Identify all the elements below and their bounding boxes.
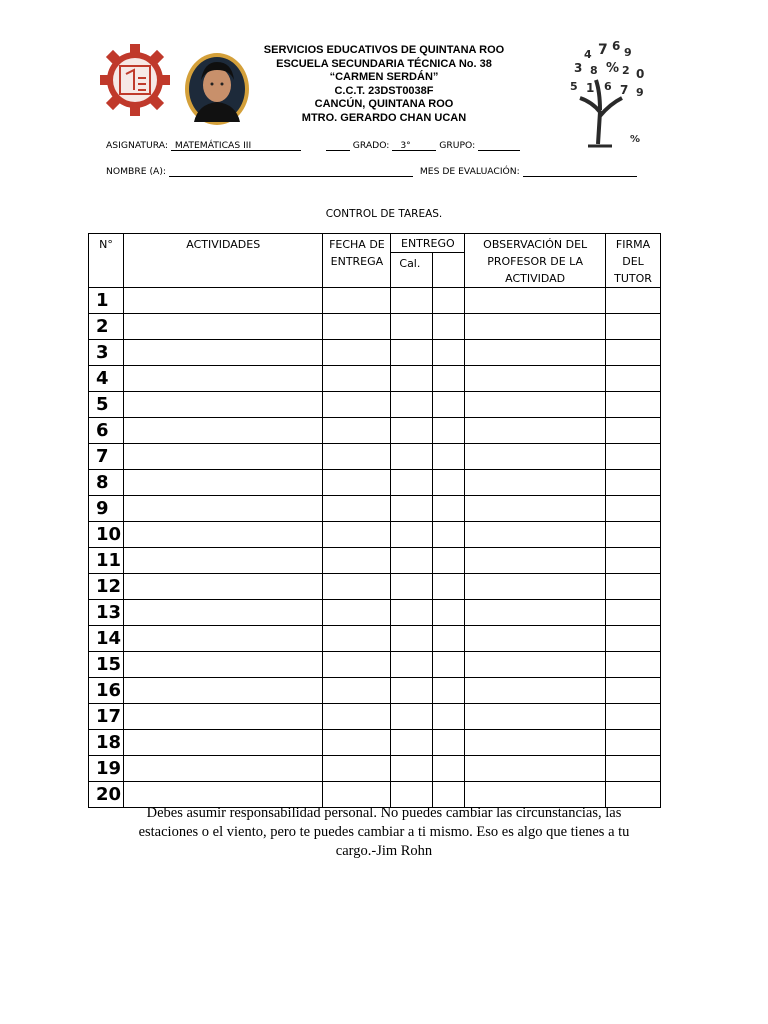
table-row [89, 392, 661, 418]
table-row [89, 730, 661, 756]
grado-field[interactable] [392, 140, 436, 151]
firma-cell[interactable] [606, 678, 661, 704]
actividad-cell[interactable] [123, 626, 322, 652]
actividad-cell[interactable] [123, 470, 322, 496]
row-number: 2 [89, 314, 124, 340]
entrego-cell[interactable] [391, 756, 433, 782]
fecha-cell[interactable] [323, 392, 391, 418]
row-number: 9 [89, 496, 124, 522]
entrego-cell[interactable] [391, 600, 433, 626]
cal-cell[interactable] [433, 652, 465, 678]
fecha-cell[interactable] [323, 288, 391, 314]
row-number: 10 [89, 522, 124, 548]
header-line: “CARMEN SERDÁN” [329, 71, 439, 84]
table-row [89, 496, 661, 522]
tree-glyph: 2 [622, 64, 630, 77]
table-row [89, 652, 661, 678]
table-row [89, 418, 661, 444]
fecha-cell[interactable] [323, 470, 391, 496]
fecha-cell[interactable] [323, 678, 391, 704]
table-row [89, 574, 661, 600]
observacion-cell[interactable] [465, 626, 606, 652]
fecha-cell[interactable] [323, 366, 391, 392]
nombre-label: NOMBRE (A): [106, 166, 166, 177]
table-row [89, 548, 661, 574]
tree-glyph: 6 [612, 39, 621, 53]
cal-cell[interactable] [433, 392, 465, 418]
row-number: 13 [89, 600, 124, 626]
observacion-cell[interactable] [465, 730, 606, 756]
firma-cell[interactable] [606, 418, 661, 444]
cal-cell[interactable] [433, 548, 465, 574]
fecha-cell[interactable] [323, 496, 391, 522]
entrego-cell[interactable] [391, 340, 433, 366]
header-line: MTRO. GERARDO CHAN UCAN [301, 111, 467, 124]
fecha-cell[interactable] [323, 652, 391, 678]
header-cal: Cal. [391, 253, 433, 288]
row-number: 3 [89, 340, 124, 366]
firma-cell[interactable] [606, 288, 661, 314]
fecha-cell[interactable] [323, 756, 391, 782]
row-number: 4 [89, 366, 124, 392]
motivational-quote: Debes asumir responsabilidad personal. No puedes cambiar las circunstancias, las estaciones o el viento, pero te puedes cambiar a ti mismo. Eso es algo que tienes a tu cargo.-Jim Rohn [138, 805, 630, 859]
tree-glyph: 0 [636, 67, 645, 81]
observacion-cell[interactable] [465, 704, 606, 730]
actividad-cell[interactable] [123, 366, 322, 392]
firma-cell[interactable] [606, 392, 661, 418]
observacion-cell[interactable] [465, 418, 606, 444]
observacion-cell[interactable] [465, 288, 606, 314]
tree-glyph: 9 [624, 46, 632, 59]
observacion-cell[interactable] [465, 548, 606, 574]
entrego-cell[interactable] [391, 392, 433, 418]
header-line: ESCUELA SECUNDARIA TÉCNICA No. 38 [276, 57, 492, 70]
cal-cell[interactable] [433, 288, 465, 314]
firma-cell[interactable] [606, 496, 661, 522]
actividad-cell[interactable] [123, 678, 322, 704]
form-row-name [106, 166, 637, 177]
observacion-cell[interactable] [465, 600, 606, 626]
portrait-carmen-serdan [184, 52, 250, 126]
row-number: 11 [89, 548, 124, 574]
actividad-cell[interactable] [123, 314, 322, 340]
entrego-cell[interactable] [391, 288, 433, 314]
entrego-cell[interactable] [391, 704, 433, 730]
header-fecha-entrega: FECHA DE ENTREGA [323, 234, 391, 288]
mes-field[interactable] [523, 166, 637, 177]
firma-cell[interactable] [606, 730, 661, 756]
cal-cell[interactable] [433, 418, 465, 444]
header-entrego: ENTREGO [391, 234, 465, 253]
firma-cell[interactable] [606, 548, 661, 574]
grado-prefix-line [326, 140, 350, 151]
entrego-cell[interactable] [391, 678, 433, 704]
cal-cell[interactable] [433, 574, 465, 600]
grupo-label: GRUPO: [439, 140, 476, 151]
fecha-cell[interactable] [323, 340, 391, 366]
row-number: 19 [89, 756, 124, 782]
fecha-cell[interactable] [323, 548, 391, 574]
cal-cell[interactable] [433, 522, 465, 548]
row-number: 6 [89, 418, 124, 444]
actividad-cell[interactable] [123, 288, 322, 314]
entrego-cell[interactable] [391, 626, 433, 652]
observacion-cell[interactable] [465, 366, 606, 392]
firma-cell[interactable] [606, 574, 661, 600]
entrego-cell[interactable] [391, 470, 433, 496]
number-tree-illustration [540, 32, 660, 150]
table-row [89, 704, 661, 730]
header-cal-blank [433, 253, 465, 288]
tree-glyph: 1 [586, 81, 595, 95]
tree-glyph: 3 [574, 61, 583, 75]
tree-glyph: 7 [620, 83, 629, 97]
observacion-cell[interactable] [465, 444, 606, 470]
entrego-cell[interactable] [391, 730, 433, 756]
task-rows [89, 288, 661, 808]
cal-cell[interactable] [433, 366, 465, 392]
cal-cell[interactable] [433, 340, 465, 366]
form-row-subject [106, 140, 520, 151]
entrego-cell[interactable] [391, 548, 433, 574]
firma-cell[interactable] [606, 600, 661, 626]
tree-glyph: % [606, 61, 620, 76]
entrego-cell[interactable] [391, 418, 433, 444]
entrego-cell[interactable] [391, 444, 433, 470]
school-logo [100, 44, 170, 116]
firma-cell[interactable] [606, 444, 661, 470]
observacion-cell[interactable] [465, 756, 606, 782]
table-row [89, 314, 661, 340]
tree-glyph: 9 [636, 86, 644, 99]
firma-cell[interactable] [606, 756, 661, 782]
table-row [89, 756, 661, 782]
fecha-cell[interactable] [323, 704, 391, 730]
firma-cell[interactable] [606, 366, 661, 392]
observacion-cell[interactable] [465, 314, 606, 340]
row-number: 12 [89, 574, 124, 600]
row-number: 15 [89, 652, 124, 678]
task-control-table [88, 233, 661, 808]
mes-label: MES DE EVALUACIÓN: [419, 166, 520, 177]
header-firma: FIRMA DEL TUTOR [606, 234, 661, 288]
actividad-cell[interactable] [123, 340, 322, 366]
table-row [89, 340, 661, 366]
header-line: SERVICIOS EDUCATIVOS DE QUINTANA ROO [263, 44, 505, 56]
fecha-cell[interactable] [323, 574, 391, 600]
table-row [89, 288, 661, 314]
asignatura-label: ASIGNATURA: [106, 140, 168, 151]
firma-cell[interactable] [606, 626, 661, 652]
header-line: C.C.T. 23DST0038F [334, 84, 434, 97]
observacion-cell[interactable] [465, 678, 606, 704]
header-observacion: OBSERVACIÓN DEL PROFESOR DE LA ACTIVIDAD [465, 234, 606, 288]
actividad-cell[interactable] [123, 730, 322, 756]
grado-label: GRADO: [352, 140, 390, 151]
document-title: CONTROL DE TAREAS. [325, 208, 443, 220]
cal-cell[interactable] [433, 314, 465, 340]
observacion-cell[interactable] [465, 496, 606, 522]
cal-cell[interactable] [433, 600, 465, 626]
observacion-cell[interactable] [465, 652, 606, 678]
observacion-cell[interactable] [465, 470, 606, 496]
fecha-cell[interactable] [323, 730, 391, 756]
cal-cell[interactable] [433, 496, 465, 522]
firma-cell[interactable] [606, 340, 661, 366]
tree-glyph: 8 [590, 64, 598, 77]
table-row [89, 470, 661, 496]
actividad-cell[interactable] [123, 548, 322, 574]
actividad-cell[interactable] [123, 392, 322, 418]
school-header [250, 44, 518, 126]
firma-cell[interactable] [606, 314, 661, 340]
asignatura-field[interactable] [171, 140, 301, 151]
actividad-cell[interactable] [123, 522, 322, 548]
tree-glyph: 6 [604, 80, 612, 93]
fecha-cell[interactable] [323, 314, 391, 340]
entrego-cell[interactable] [391, 574, 433, 600]
fecha-cell[interactable] [323, 522, 391, 548]
firma-cell[interactable] [606, 704, 661, 730]
firma-cell[interactable] [606, 652, 661, 678]
actividad-cell[interactable] [123, 496, 322, 522]
cal-cell[interactable] [433, 444, 465, 470]
firma-cell[interactable] [606, 522, 661, 548]
row-number: 20 [89, 782, 124, 808]
header-line: CANCÚN, QUINTANA ROO [314, 98, 454, 111]
header-actividades: ACTIVIDADES [123, 234, 322, 288]
table-row [89, 522, 661, 548]
actividad-cell[interactable] [123, 756, 322, 782]
header-number: N° [89, 234, 124, 288]
row-number: 16 [89, 678, 124, 704]
fecha-cell[interactable] [323, 600, 391, 626]
cal-cell[interactable] [433, 756, 465, 782]
observacion-cell[interactable] [465, 522, 606, 548]
cal-cell[interactable] [433, 678, 465, 704]
tree-glyph: 7 [598, 42, 608, 58]
entrego-cell[interactable] [391, 496, 433, 522]
grupo-field[interactable] [478, 140, 520, 151]
observacion-cell[interactable] [465, 340, 606, 366]
row-number: 1 [89, 288, 124, 314]
row-number: 8 [89, 470, 124, 496]
entrego-cell[interactable] [391, 366, 433, 392]
row-number: 14 [89, 626, 124, 652]
table-row [89, 366, 661, 392]
actividad-cell[interactable] [123, 444, 322, 470]
cal-cell[interactable] [433, 704, 465, 730]
tree-glyph: 5 [570, 80, 578, 93]
observacion-cell[interactable] [465, 574, 606, 600]
actividad-cell[interactable] [123, 418, 322, 444]
table-row [89, 600, 661, 626]
observacion-cell[interactable] [465, 392, 606, 418]
grado-value: 3° [400, 140, 411, 151]
entrego-cell[interactable] [391, 522, 433, 548]
cal-cell[interactable] [433, 626, 465, 652]
tree-glyph: 4 [584, 48, 592, 61]
actividad-cell[interactable] [123, 574, 322, 600]
actividad-cell[interactable] [123, 600, 322, 626]
firma-cell[interactable] [606, 470, 661, 496]
entrego-cell[interactable] [391, 652, 433, 678]
row-number: 17 [89, 704, 124, 730]
fecha-cell[interactable] [323, 444, 391, 470]
table-row [89, 444, 661, 470]
fecha-cell[interactable] [323, 418, 391, 444]
actividad-cell[interactable] [123, 704, 322, 730]
nombre-field[interactable] [169, 166, 413, 177]
row-number: 5 [89, 392, 124, 418]
entrego-cell[interactable] [391, 314, 433, 340]
table-row [89, 678, 661, 704]
table-row [89, 626, 661, 652]
row-number: 7 [89, 444, 124, 470]
cal-cell[interactable] [433, 730, 465, 756]
fecha-cell[interactable] [323, 626, 391, 652]
row-number: 18 [89, 730, 124, 756]
actividad-cell[interactable] [123, 652, 322, 678]
tree-glyph: % [630, 134, 641, 145]
asignatura-value: MATEMÁTICAS III [174, 140, 252, 151]
cal-cell[interactable] [433, 470, 465, 496]
